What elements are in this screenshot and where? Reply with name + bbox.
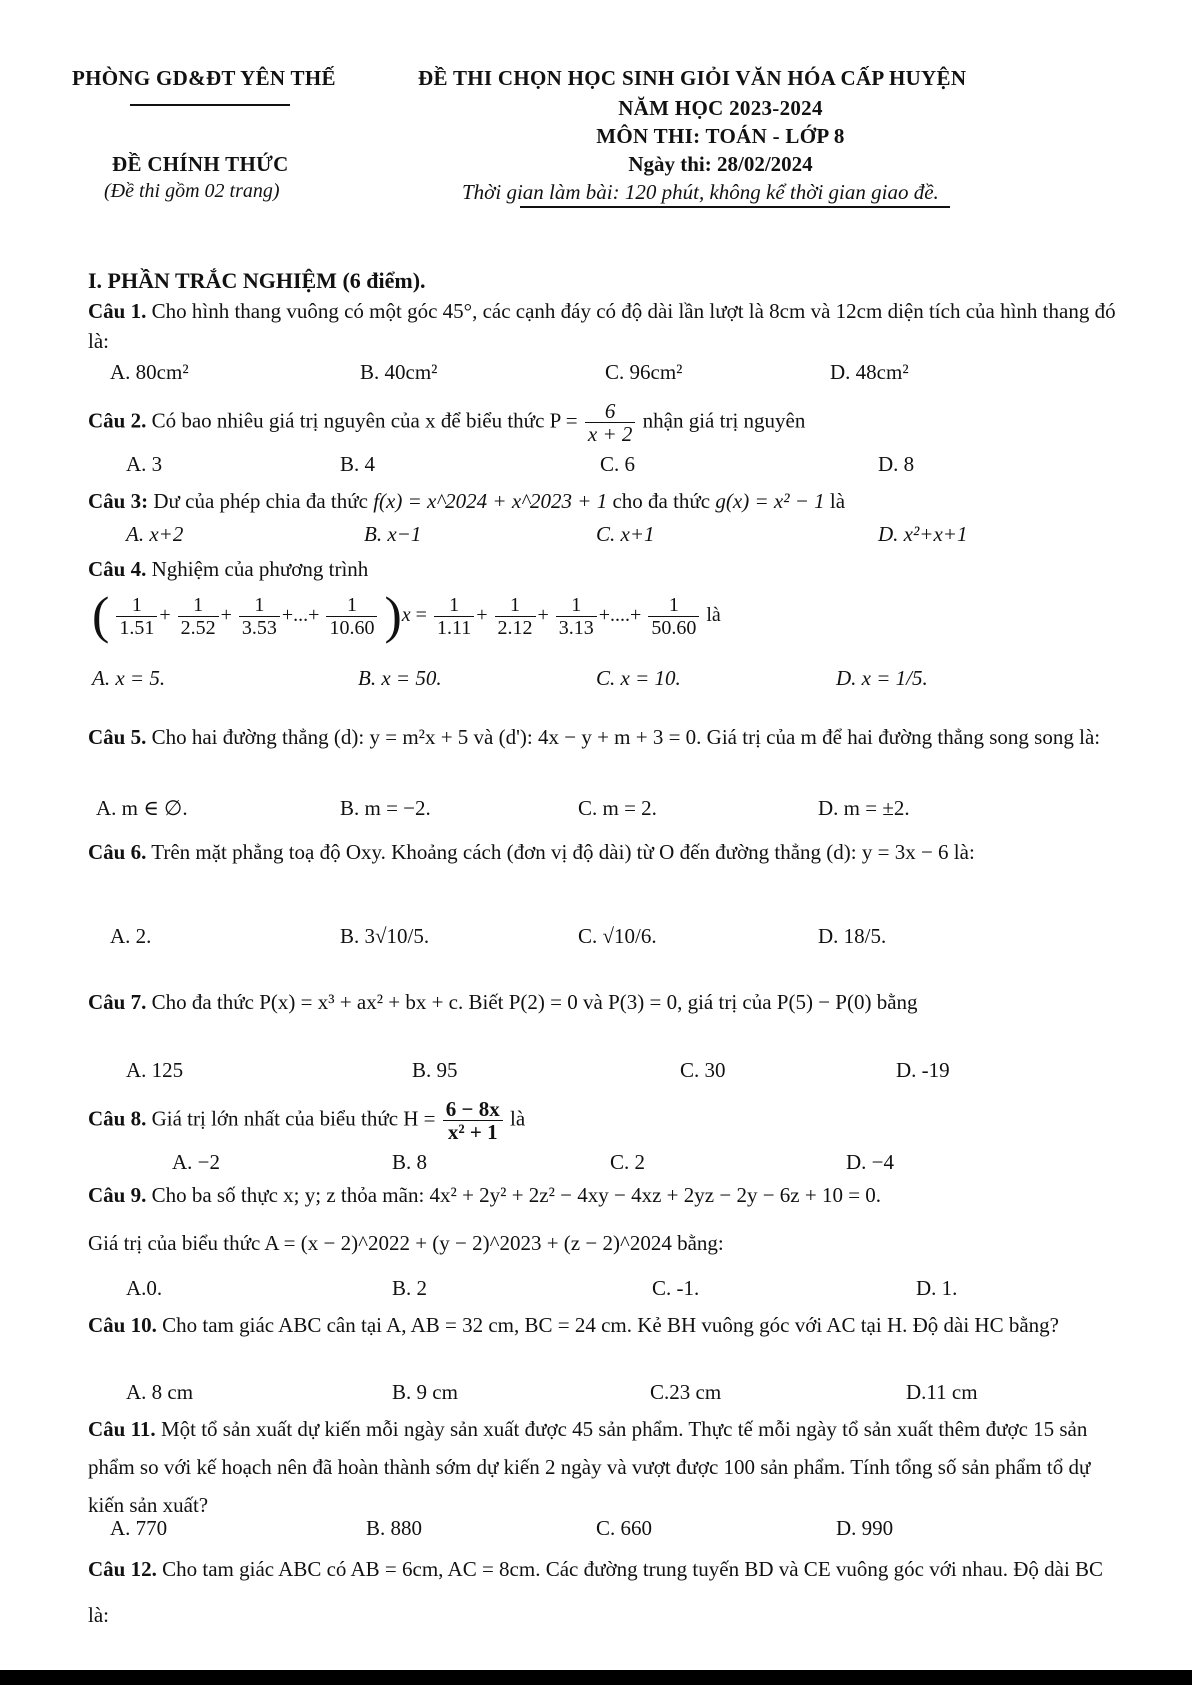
header-underline-left bbox=[130, 104, 290, 106]
q1-option-d[interactable]: D. 48cm² bbox=[830, 360, 909, 384]
exam-date: Ngày thi: 28/02/2024 bbox=[628, 152, 813, 176]
exam-title: ĐỀ THI CHỌN HỌC SINH GIỎI VĂN HÓA CẤP HUYỆN bbox=[418, 66, 967, 90]
q5-option-c[interactable]: C. m = 2. bbox=[578, 796, 657, 820]
question-12: Câu 12. Cho tam giác ABC có AB = 6cm, AC = 8cm. Các đường trung tuyến BD và CE vuông góc với nhau. Độ dài BC là: bbox=[88, 1557, 1104, 1627]
q2-option-c[interactable]: C. 6 bbox=[600, 452, 636, 476]
q8-option-d[interactable]: D. −4 bbox=[846, 1150, 895, 1174]
q7-option-b[interactable]: B. 95 bbox=[412, 1058, 458, 1082]
q4-option-a[interactable]: A. x = 5. bbox=[92, 666, 166, 690]
q5-option-a[interactable]: A. m ∈ ∅. bbox=[96, 796, 188, 820]
q11-option-c[interactable]: C. 660 bbox=[596, 1516, 653, 1540]
q8-option-a[interactable]: A. −2 bbox=[172, 1150, 221, 1174]
q6-option-d[interactable]: D. 18/5. bbox=[818, 924, 887, 948]
q4-option-b[interactable]: B. x = 50. bbox=[358, 666, 442, 690]
exam-duration: Thời gian làm bài: 120 phút, không kể thời gian giao đề. bbox=[462, 180, 939, 204]
question-4: Câu 4. Nghiệm của phương trình bbox=[88, 557, 369, 581]
q11-option-b[interactable]: B. 880 bbox=[366, 1516, 423, 1540]
scan-bottom-edge bbox=[0, 1670, 1192, 1685]
q7-option-a[interactable]: A. 125 bbox=[126, 1058, 184, 1082]
question-8: Câu 8. Giá trị lớn nhất của biểu thức H = $\frac{6 - 8x}{\text{x² + 1}}$ là bbox=[88, 1097, 526, 1144]
department-name: PHÒNG GD&ĐT YÊN THẾ bbox=[72, 66, 336, 90]
official-label: ĐỀ CHÍNH THỨC bbox=[112, 152, 289, 176]
q10-option-d[interactable]: D.11 cm bbox=[906, 1380, 978, 1404]
q3-polynomial-f: f(x) = x^2024 + x^2023 + 1 bbox=[373, 489, 608, 513]
q5-option-b[interactable]: B. m = −2. bbox=[340, 796, 431, 820]
question-9: Câu 9. Cho ba số thực x; y; z thỏa mãn: 4x² + 2y² + 2z² − 4xy − 4xz + 2yz − 2y − 6z + 10 = 0. bbox=[88, 1183, 882, 1207]
question-5: Câu 5. Cho hai đường thẳng (d): y = m²x + 5 và (d'): 4x − y + m + 3 = 0. Giá trị của m để hai đường thẳng song song là: bbox=[88, 725, 1101, 749]
q7-option-d[interactable]: D. -19 bbox=[896, 1058, 950, 1082]
q8-option-b[interactable]: B. 8 bbox=[392, 1150, 428, 1174]
q9-option-b[interactable]: B. 2 bbox=[392, 1276, 428, 1300]
q9-option-c[interactable]: C. -1. bbox=[652, 1276, 700, 1300]
q4-option-d[interactable]: D. x = 1/5. bbox=[836, 666, 928, 690]
header-underline-right bbox=[520, 206, 950, 208]
subject-line: MÔN THI: TOÁN - LỚP 8 bbox=[596, 124, 845, 148]
q3-option-d[interactable]: D. x²+x+1 bbox=[878, 522, 968, 546]
section-title: I. PHẦN TRẮC NGHIỆM (6 điểm). bbox=[88, 268, 426, 293]
q2-option-a[interactable]: A. 3 bbox=[126, 452, 163, 476]
q4-equation: ( $\frac{1}{1.51}$ + $\frac{1}{2.52}$ + $\frac{1}{3.53}$ +...+ $\frac{1}{10.60}$ )x = $\frac{1}{1.11}$ + $\frac{1}{2.12}$ + $\frac{1}{3.13}$ +....+ $\frac{1}{50.60}$ là bbox=[92, 587, 721, 645]
q8-fraction: $\frac{6 - 8x}{\text{x² + 1}}$ bbox=[443, 1098, 503, 1143]
q1-option-c[interactable]: C. 96cm² bbox=[605, 360, 683, 384]
question-11: Câu 11. Một tổ sản xuất dự kiến mỗi ngày sản xuất được 45 sản phẩm. Thực tế mỗi ngày tổ sản xuất thêm được 15 sản phẩm so với kế hoạch nên đã hoàn thành sớm dự kiến 2 ngày và vượt được 100 sản phẩm. Tính tổng số sản phẩm tổ dự kiến sản xuất? bbox=[88, 1417, 1091, 1517]
pages-note: (Đề thi gồm 02 trang) bbox=[104, 180, 280, 202]
school-year: NĂM HỌC 2023-2024 bbox=[618, 96, 823, 120]
q3-option-a[interactable]: A. x+2 bbox=[126, 522, 184, 546]
q10-option-c[interactable]: C.23 cm bbox=[650, 1380, 722, 1404]
q2-fraction: $\frac{6}{x + 2}$ bbox=[585, 400, 636, 445]
q10-option-b[interactable]: B. 9 cm bbox=[392, 1380, 458, 1404]
question-10: Câu 10. Cho tam giác ABC cân tại A, AB = 32 cm, BC = 24 cm. Kẻ BH vuông góc với AC tại H. Độ dài HC bằng? bbox=[88, 1313, 1059, 1337]
q5-option-d[interactable]: D. m = ±2. bbox=[818, 796, 910, 820]
q3-option-c[interactable]: C. x+1 bbox=[596, 522, 655, 546]
question-1: Câu 1. Cho hình thang vuông có một góc 45°, các cạnh đáy có độ dài lần lượt là 8cm và 12cm diện tích của hình thang đó là: bbox=[88, 299, 1116, 353]
q2-option-d[interactable]: D. 8 bbox=[878, 452, 915, 476]
q1-option-a[interactable]: A. 80cm² bbox=[110, 360, 189, 384]
q7-option-c[interactable]: C. 30 bbox=[680, 1058, 726, 1082]
q3-polynomial-g: g(x) = x² − 1 bbox=[715, 489, 825, 513]
question-9-expression: Giá trị của biểu thức A = (x − 2)^2022 + (y − 2)^2023 + (z − 2)^2024 bằng: bbox=[88, 1231, 724, 1255]
q10-option-a[interactable]: A. 8 cm bbox=[126, 1380, 194, 1404]
question-7: Câu 7. Cho đa thức P(x) = x³ + ax² + bx + c. Biết P(2) = 0 và P(3) = 0, giá trị của P(5) − P(0) bằng bbox=[88, 990, 918, 1014]
q3-option-b[interactable]: B. x−1 bbox=[364, 522, 422, 546]
q6-option-c[interactable]: C. √10/6. bbox=[578, 924, 657, 948]
q8-option-c[interactable]: C. 2 bbox=[610, 1150, 646, 1174]
q11-option-d[interactable]: D. 990 bbox=[836, 1516, 894, 1540]
question-6: Câu 6. Trên mặt phẳng toạ độ Oxy. Khoảng cách (đơn vị độ dài) từ O đến đường thẳng (d): y = 3x − 6 là: bbox=[88, 840, 975, 864]
q2-option-b[interactable]: B. 4 bbox=[340, 452, 376, 476]
q6-option-a[interactable]: A. 2. bbox=[110, 924, 152, 948]
q9-option-d[interactable]: D. 1. bbox=[916, 1276, 958, 1300]
q1-option-b[interactable]: B. 40cm² bbox=[360, 360, 438, 384]
q4-option-c[interactable]: C. x = 10. bbox=[596, 666, 681, 690]
q6-option-b[interactable]: B. 3√10/5. bbox=[340, 924, 430, 948]
q9-option-a[interactable]: A.0. bbox=[126, 1276, 163, 1300]
q11-option-a[interactable]: A. 770 bbox=[110, 1516, 168, 1540]
question-3: Câu 3: Dư của phép chia đa thức f(x) = x^2024 + x^2023 + 1 cho đa thức g(x) = x² − 1 là bbox=[88, 489, 846, 513]
question-2: Câu 2. Có bao nhiêu giá trị nguyên của x để biểu thức P = $\frac{6}{x + 2}$ nhận giá trị nguyên bbox=[88, 399, 806, 446]
